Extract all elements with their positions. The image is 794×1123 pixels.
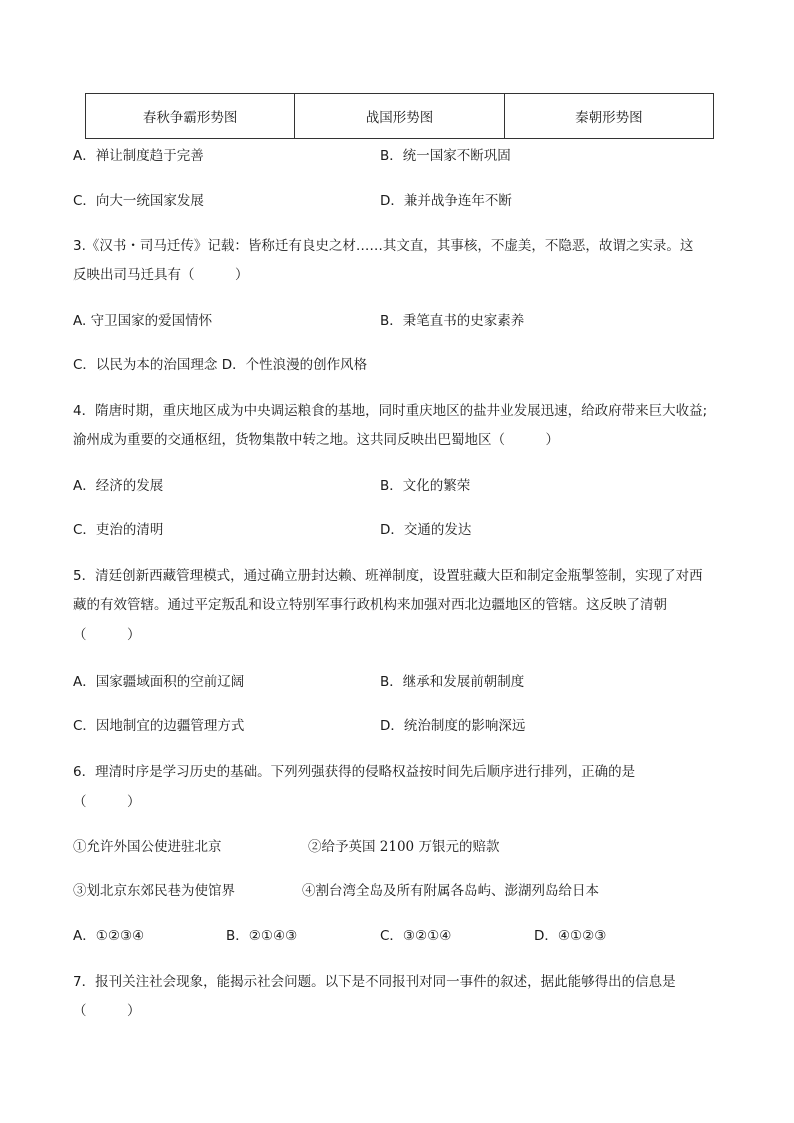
table-cell-qin: 秦朝形势图 [504,94,713,139]
q2-option-b: B．统一国家不断巩固 [380,148,511,164]
q3-option-cd: C．以民为本的治国理念 D．个性浪漫的创作风格 [73,357,368,373]
q5-stem-line1: 5．清廷创新西藏管理模式，通过确立册封达赖、班禅制度，设置驻藏大臣和制定金瓶掣签制，实现了对西 [73,568,703,584]
q5-stem-line2: 藏的有效管辖。通过平定叛乱和设立特别军事行政机构来加强对西北边疆地区的管辖。这反映了清朝 [73,597,667,613]
q6-item-4: ④割台湾全岛及所有附属各岛屿、澎湖列岛给日本 [302,883,599,899]
q5-option-d: D．统治制度的影响深远 [380,718,526,734]
q4-stem-line1: 4．隋唐时期，重庆地区成为中央调运粮食的基地，同时重庆地区的盐井业发展迅速，给政府带来巨大收益; [73,403,708,419]
q3-stem-line1: 3.《汉书・司马迁传》记载：皆称迁有良史之材……其文直，其事核，不虚美，不隐恶，故谓之实录。这 [73,238,694,254]
q6-option-b: B．②①④③ [226,928,298,944]
q3-option-b: B．秉笔直书的史家素养 [380,313,525,329]
q7-stem-line2: （ ） [73,1003,141,1019]
table-cell-spring-autumn: 春秋争霸形势图 [86,94,295,139]
q6-item-1: ①允许外国公使进驻北京 [73,839,222,855]
q6-item-2: ②给予英国 2100 万银元的赔款 [308,839,500,855]
q6-item-3: ③划北京东郊民巷为使馆界 [73,883,235,899]
q2-option-a: A．禅让制度趋于完善 [73,148,204,164]
q4-option-d: D．交通的发达 [380,522,472,538]
q2-option-c: C．向大一统国家发展 [73,193,204,209]
q6-option-d: D．④①②③ [534,928,607,944]
q5-stem-line3: （ ） [73,627,141,643]
table-cell-warring-states: 战国形势图 [295,94,504,139]
q3-stem-line2: 反映出司马迁具有（ ） [73,267,249,283]
q5-option-a: A．国家疆域面积的空前辽阔 [73,674,245,690]
q6-stem-line2: （ ） [73,794,141,810]
q2-option-d: D．兼并战争连年不断 [380,193,512,209]
q3-option-a: A. 守卫国家的爱国情怀 [73,313,213,329]
q4-option-b: B．文化的繁荣 [380,478,471,494]
q4-stem-line2: 渝州成为重要的交通枢纽，货物集散中转之地。这共同反映出巴蜀地区（ ） [73,432,559,448]
q7-stem-line1: 7．报刊关注社会现象，能揭示社会问题。以下是不同报刊对同一事件的叙述，据此能够得出的信息是 [73,974,676,990]
q6-option-c: C．③②①④ [380,928,452,944]
q6-option-a: A．①②③④ [73,928,145,944]
q4-option-a: A．经济的发展 [73,478,164,494]
q5-option-c: C．因地制宜的边疆管理方式 [73,718,245,734]
q4-option-c: C．吏治的清明 [73,522,164,538]
q6-stem-line1: 6．理清时序是学习历史的基础。下列列强获得的侵略权益按时间先后顺序进行排列，正确的是 [73,764,636,780]
q5-option-b: B．继承和发展前朝制度 [380,674,525,690]
map-title-table [85,93,714,139]
